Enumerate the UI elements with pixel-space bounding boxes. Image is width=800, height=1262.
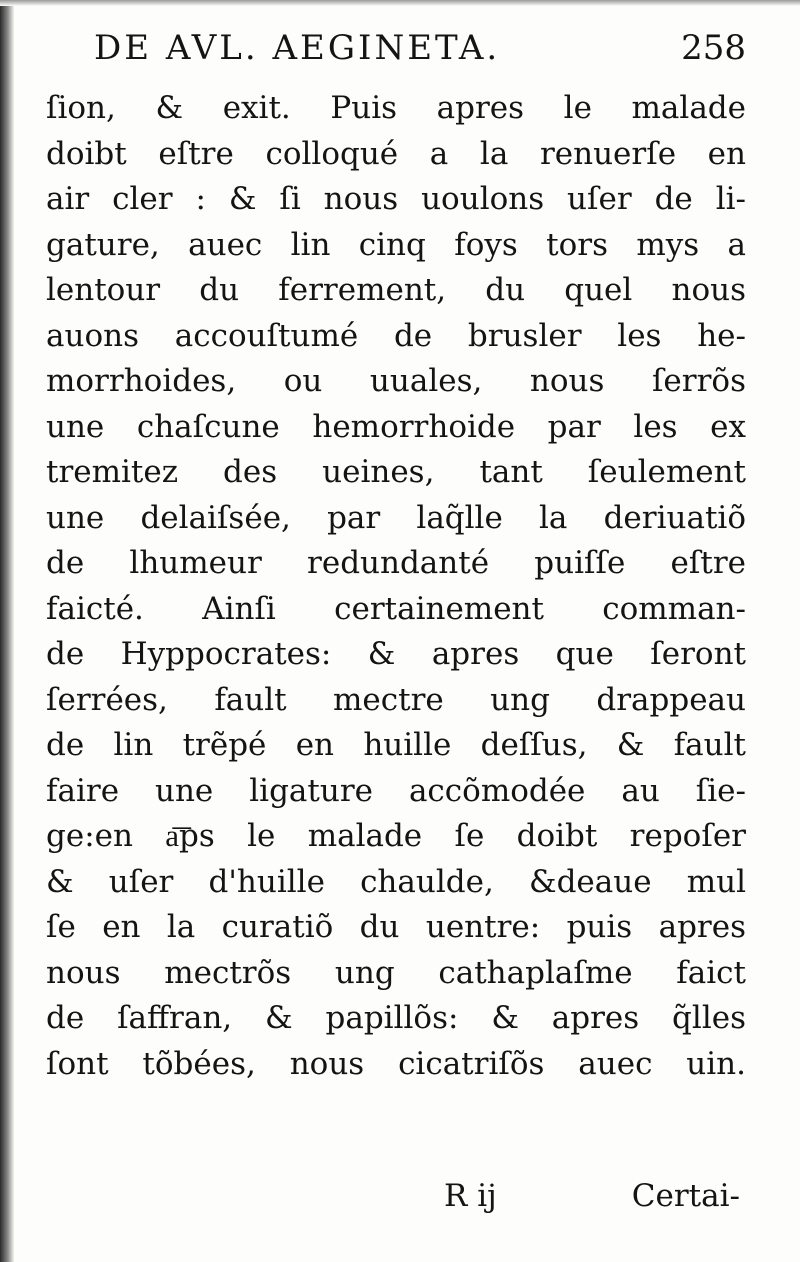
body-line: ſerrées, fault mectre ung drappeau [46,681,746,718]
signature-mark: R ij [444,1178,497,1214]
body-line: tremitez des ueines, tant ſeulement [46,454,746,490]
body-line: doibt eſtre colloqué a la renuerſe en [46,135,746,172]
body-line: faicté. Ainſi certainement comman- [46,590,746,627]
body-line: morrhoides, ou uuales, nous ſerrõs [46,363,746,399]
body-line: une delaiſsée, par laq̃lle la deriuatiõ [46,499,746,536]
body-line: & uſer d'huille chaulde, &deaue mul [46,863,746,900]
text-block [46,28,746,1087]
body-line: auons accouſtumé de brusler les he- [46,317,746,354]
running-head-title: DE AVL. AEGINETA. [94,28,501,68]
body-line: ſion, & exit. Puis apres le malade [46,90,746,126]
body-line: de ſaffran, & papillõs: & apres q̃lles [46,1000,746,1036]
page-number: 258 [681,28,746,68]
body-line: lentour du ferrement, du quel nous [46,272,746,308]
catchword: Certai- [631,1178,740,1214]
body-line: ſe en la curatiõ du uentre: puis apres [46,909,746,945]
body-line: de lin trẽpé en huille deſſus, & fault [46,727,746,763]
page-footer [440,1178,740,1214]
running-head [46,28,746,86]
body-line: nous mectrõs ung cathaplaſme faict [46,954,746,991]
body-line: de Hyppocrates: & apres que ſeront [46,636,746,672]
body-line: gature, auec lin cinq foys tors mys a [46,226,746,263]
body-line: une chaſcune hemorrhoide par les ex [46,408,746,445]
gutter-shadow [0,0,14,1262]
body-line: de lhumeur redundanté puiſſe eſtre [46,545,746,581]
body-line: air cler : & ſi nous uoulons uſer de li- [46,181,746,217]
body-line: faire une ligature accõmodée au ſie- [46,772,746,809]
body-line: ge:en a͞ps le malade ſe doibt repoſer [46,818,746,854]
body-line: ſont tõbées, nous cicatriſõs auec uin. [46,1045,746,1082]
top-edge-shadow [0,0,800,6]
